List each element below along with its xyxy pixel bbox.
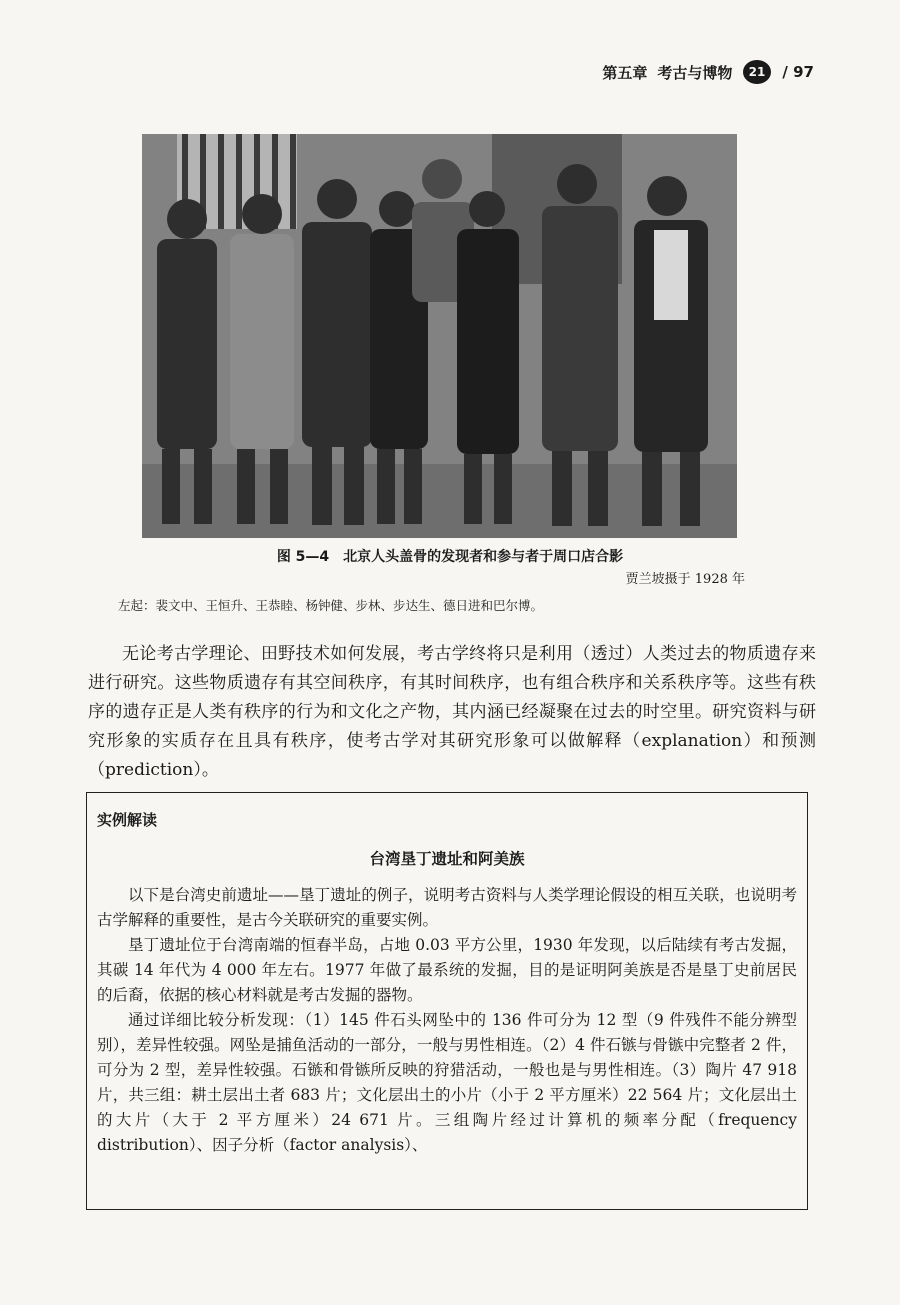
book-logo-icon bbox=[742, 59, 772, 85]
figure-caption: 图 5—4 北京人头盖骨的发现者和参与者于周口店合影 bbox=[276, 549, 624, 565]
chapter-number: 第五章 bbox=[602, 63, 648, 82]
case-paragraph: 以下是台湾史前遗址——垦丁遗址的例子，说明考古资料与人类学理论假设的相互关联，也说明考古学解释的重要性，是古今关联研究的重要实例。 bbox=[97, 886, 797, 929]
figure-names-list: 左起：裴文中、王恒升、王恭睦、杨钟健、步林、步达生、德日进和巴尔博。 bbox=[118, 598, 544, 613]
case-paragraph: 通过详细比较分析发现：（1）145 件石头网坠中的 136 件可分为 12 型（9 件残件不能分辨型别），差异性较强。网坠是捕鱼活动的一部分，一般与男性相连。（2）4 件石镞与骨镞中完整者 2 件，可分为 2 型，差异性较强。石镞和骨镞所反映的狩猎活动，一般也是与男性相连。（3）陶片 47 918 片，共三组：耕土层出土者 683 片；文化层出土的小片（小于 2 平方厘米）22 564 片；文化层出土的大片（大于 2 平方厘米）24 671 片。三组陶片经过计算机的频率分配（frequency distribution）、因子分析（factor analysis）、 bbox=[97, 1011, 797, 1154]
page-number: / 97 bbox=[782, 63, 814, 81]
case-study-label: 实例解读 bbox=[97, 811, 158, 829]
running-header bbox=[602, 56, 814, 88]
case-study-box bbox=[86, 792, 808, 1210]
case-study-title: 台湾垦丁遗址和阿美族 bbox=[369, 850, 525, 868]
case-study-body bbox=[97, 883, 797, 1158]
photo-credit: 贾兰坡摄于 1928 年 bbox=[625, 572, 745, 587]
intro-paragraph: 无论考古学理论、田野技术如何发展，考古学终将只是利用（透过）人类过去的物质遗存来进行研究。这些物质遗存有其空间秩序，有其时间秩序，也有组合秩序和关系秩序等。这些有秩序的遗存正是人类有秩序的行为和文化之产物，其内涵已经凝聚在过去的时空里。研究资料与研究形象的实质存在且具有秩序，使考古学对其研究形象可以做解释（explanation）和预测（prediction）。 bbox=[88, 644, 816, 780]
case-paragraph: 垦丁遗址位于台湾南端的恒春半岛，占地 0.03 平方公里，1930 年发现，以后陆续有考古发掘，其碳 14 年代为 4 000 年左右。1977 年做了最系统的发掘，目的是证明阿美族是否是垦丁史前居民的后裔，依据的核心材料就是考古发掘的器物。 bbox=[97, 936, 797, 1004]
chapter-title: 考古与博物 bbox=[657, 63, 733, 82]
historical-group-photo bbox=[142, 134, 737, 538]
svg-text:21: 21 bbox=[749, 65, 766, 79]
